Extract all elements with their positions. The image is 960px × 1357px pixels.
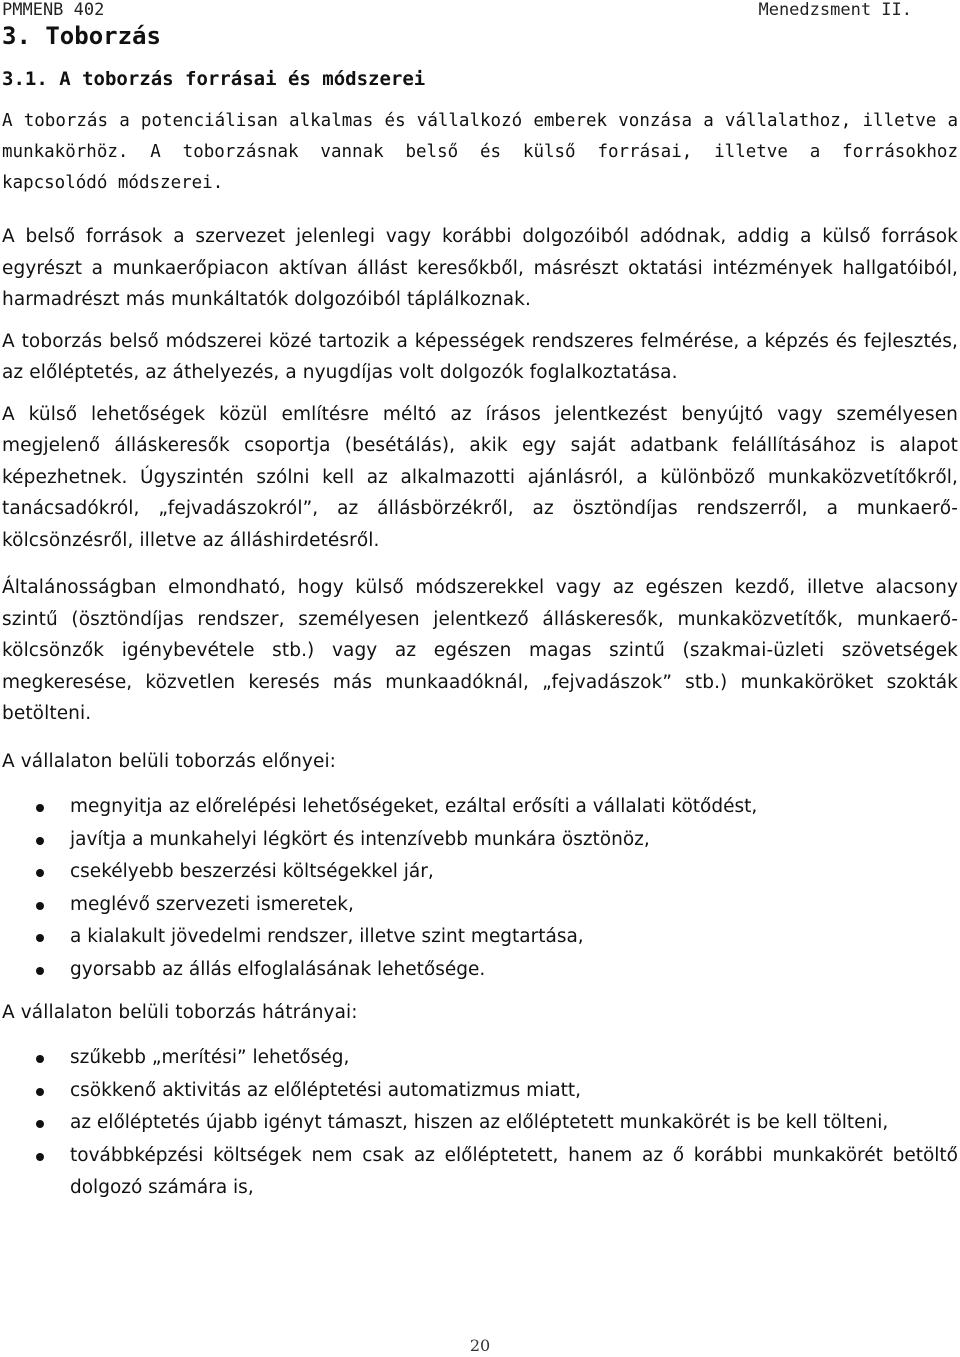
page-header bbox=[0, 0, 960, 22]
list-item: csökkenő aktivitás az előléptetési automatizmus miatt, bbox=[0, 1075, 958, 1108]
bullet-icon bbox=[36, 902, 44, 910]
bullet-icon bbox=[36, 967, 44, 975]
list-item: továbbképzési költségek nem csak az előléptetett, hanem az ő korábbi munkakörét betöltő dolgozó számára is, bbox=[0, 1140, 958, 1205]
list-item: meglévő szervezeti ismeretek, bbox=[0, 889, 958, 922]
disadvantages-list bbox=[0, 1042, 958, 1205]
paragraph-internal-methods: A toborzás belső módszerei közé tartozik a képességek rendszeres felmérése, a képzés és fejlesztés, az előléptetés, az áthelyezés, a nyugdíjas volt dolgozók foglalkoztatása. bbox=[2, 330, 958, 383]
advantages-list bbox=[0, 791, 958, 987]
bullet-icon bbox=[36, 1153, 44, 1161]
chapter-heading: 3. Toborzás bbox=[2, 22, 161, 50]
page-number: 20 bbox=[469, 1336, 491, 1355]
disadvantages-title: A vállalaton belüli toborzás hátrányai: bbox=[2, 1001, 358, 1023]
bullet-icon bbox=[36, 804, 44, 812]
paragraph-summary: Általánosságban elmondható, hogy külső módszerekkel vagy az egészen kezdő, illetve alacsony szintű (ösztöndíjas rendszer, személyesen jelentkező álláskeresők, munkaközvetítők, munkaerő-kölcsönzők igénybevétele stb.) vagy az egészen magas szintű (szakmai-üzleti szövetségek megkeresése, közvetlen keresés más munkaadóknál, „fejvadászok” stb.) munkaköröket szokták betölteni. bbox=[2, 577, 958, 724]
paragraph-external-methods: A külső lehetőségek közül említésre méltó az írásos jelentkezést benyújtó vagy személyesen megjelenő álláskeresők csoportja (besétálás), akik egy saját adatbank felállításához is alapot képezhetnek. Úgyszintén szólni kell az alkalmazotti ajánlásról, a különböző munkaközvetítőkről, tanácsadókról, „fejvadászokról”, az állásbörzékről, az ösztöndíjas rendszerről, a munkaerő-kölcsönzésről, illetve az álláshirdetésről. bbox=[2, 403, 958, 551]
bullet-icon bbox=[36, 1055, 44, 1063]
list-item: a kialakult jövedelmi rendszer, illetve szint megtartása, bbox=[0, 921, 958, 954]
course-title: Menedzsment II. bbox=[758, 0, 912, 20]
list-item: megnyitja az előrelépési lehetőségeket, ezáltal erősíti a vállalati kötődést, bbox=[0, 791, 958, 824]
bullet-icon bbox=[36, 934, 44, 942]
bullet-icon bbox=[36, 1088, 44, 1096]
bullet-icon bbox=[36, 869, 44, 877]
list-item: javítja a munkahelyi légkört és intenzívebb munkára ösztönöz, bbox=[0, 824, 958, 857]
section-heading: 3.1. A toborzás forrásai és módszerei bbox=[2, 68, 426, 90]
list-item: csekélyebb beszerzési költségekkel jár, bbox=[0, 856, 958, 889]
intro-paragraph: A toborzás a potenciálisan alkalmas és vállalkozó emberek vonzása a vállalathoz, illetve a munkakörhöz. A toborzásnak vannak belső és külső forrásai, illetve a forrásokhoz kapcsolódó módszerei. bbox=[2, 111, 958, 193]
course-code: PMMENB 402 bbox=[2, 0, 105, 20]
list-item: gyorsabb az állás elfoglalásának lehetősége. bbox=[0, 954, 958, 987]
advantages-title: A vállalaton belüli toborzás előnyei: bbox=[2, 750, 337, 772]
bullet-icon bbox=[36, 1120, 44, 1128]
paragraph-sources: A belső források a szervezet jelenlegi vagy korábbi dolgozóiból adódnak, addig a külső források egyrészt a munkaerőpiacon aktívan állást keresőkből, másrészt oktatási intézmények hallgatóiból, harmadrészt más munkáltatók dolgozóiból táplálkoznak. bbox=[2, 226, 958, 310]
bullet-icon bbox=[36, 837, 44, 845]
list-item: szűkebb „merítési” lehetőség, bbox=[0, 1042, 958, 1075]
list-item: az előléptetés újabb igényt támaszt, hiszen az előléptetett munkakörét is be kell tölteni, bbox=[0, 1107, 958, 1140]
page-content bbox=[0, 20, 958, 1205]
